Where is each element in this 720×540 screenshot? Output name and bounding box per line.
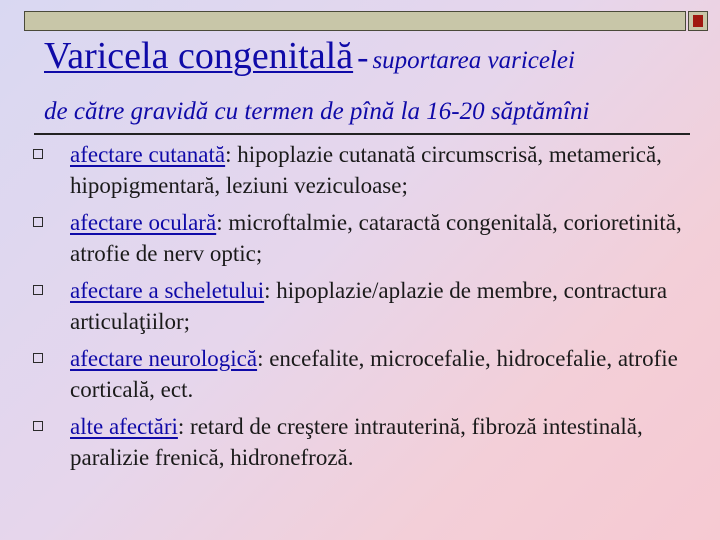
hollow-square-bullet-icon	[33, 353, 43, 363]
list-item-description: retard de creştere intrauterină, fibroză intestinală, paralizie frenică, hidronefroză.	[70, 414, 643, 470]
hollow-square-bullet-icon	[33, 149, 43, 159]
list-item-description: hipoplazie/aplazie de membre, contractura articulaţiilor;	[70, 278, 668, 334]
list-item-key: afectare cutanată	[70, 142, 226, 167]
list-item-text	[70, 343, 690, 405]
red-square-accent	[693, 15, 703, 27]
hollow-square-bullet-icon	[33, 421, 43, 431]
list-item	[0, 207, 690, 269]
title-tail: suportarea varicelei	[372, 47, 575, 74]
list-item-description: hipoplazie cutanată circumscrisă, metamerică, hipopigmentară, leziuni veziculoase;	[70, 142, 662, 198]
list-item-text	[70, 275, 690, 337]
list-item-key: afectare a scheletului	[70, 278, 265, 303]
list-item-description: encefalite, microcefalie, hidrocefalie, atrofie corticală, ect.	[70, 346, 678, 402]
list-item-key: alte afectări	[70, 414, 178, 439]
slide-title	[44, 34, 575, 78]
list-item-key: afectare neurologică	[70, 346, 258, 371]
hollow-square-bullet-icon	[33, 285, 43, 295]
list-item-separator: :	[264, 278, 271, 303]
list-item-text	[70, 139, 690, 201]
list-item-key: afectare oculară	[70, 210, 217, 235]
list-item-description: microftalmie, cataractă congenitală, corioretinită, atrofie de nerv optic;	[70, 210, 682, 266]
list-item-separator: :	[216, 210, 223, 235]
list-item-separator: :	[257, 346, 264, 371]
title-divider	[34, 133, 690, 135]
list-item-text	[70, 411, 690, 473]
list-item-text	[70, 207, 690, 269]
title-dash: -	[357, 39, 369, 76]
title-main: Varicela congenitală	[44, 35, 354, 77]
list-item-separator: :	[177, 414, 185, 439]
bullet-list	[0, 139, 720, 479]
list-item	[0, 139, 690, 201]
decorative-top-bar	[24, 11, 686, 31]
decorative-corner-square	[688, 11, 708, 31]
hollow-square-bullet-icon	[33, 217, 43, 227]
list-item	[0, 343, 690, 405]
list-item	[0, 411, 690, 473]
slide-subtitle: de către gravidă cu termen de pînă la 16-20 săptămîni	[44, 98, 590, 125]
list-item	[0, 275, 690, 337]
list-item-separator: :	[225, 142, 232, 167]
